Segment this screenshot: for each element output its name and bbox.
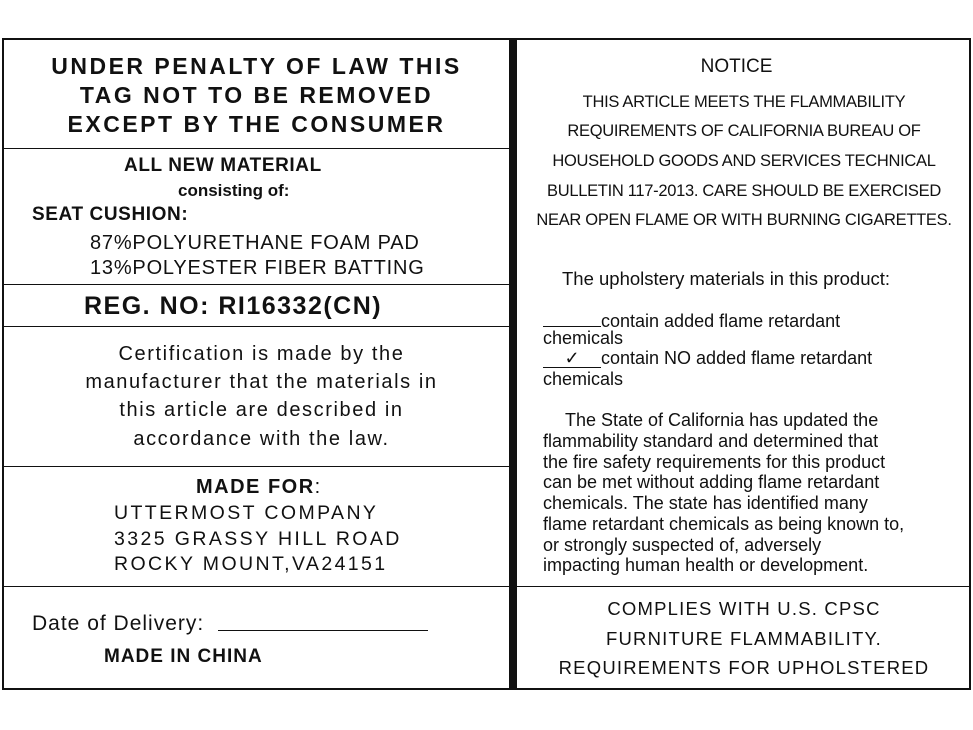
made-for-label: MADE FOR bbox=[196, 476, 315, 498]
made-in-label: MADE IN CHINA bbox=[104, 646, 263, 667]
material-heading: ALL NEW MATERIAL bbox=[124, 155, 322, 176]
certification-line: this article are described in bbox=[119, 399, 404, 421]
made-for-colon: : bbox=[314, 476, 321, 498]
upholstery-heading: The upholstery materials in this product: bbox=[562, 268, 891, 289]
complies-line: FURNITURE FLAMMABILITY. bbox=[605, 628, 882, 649]
date-of-delivery-label: Date of Delivery: bbox=[32, 612, 205, 635]
complies-line: COMPLIES WITH U.S. CPSC bbox=[607, 598, 881, 619]
notice-line: BULLETIN 117-2013. CARE SHOULD BE EXERCISED bbox=[547, 182, 941, 200]
state-line: The State of California has updated the bbox=[565, 410, 879, 430]
date-of-delivery-blank bbox=[218, 630, 428, 631]
certification-line: manufacturer that the materials in bbox=[85, 371, 438, 393]
warning-line: EXCEPT BY THE CONSUMER bbox=[67, 111, 446, 137]
notice-line: HOUSEHOLD GOODS AND SERVICES TECHNICAL bbox=[552, 152, 936, 170]
state-line: the fire safety requirements for this product bbox=[543, 452, 886, 472]
state-line: flammability standard and determined that bbox=[543, 431, 879, 451]
warning-line: UNDER PENALTY OF LAW THIS bbox=[51, 53, 462, 79]
complies-line: REQUIREMENTS FOR UPHOLSTERED bbox=[558, 657, 930, 678]
divider-line bbox=[4, 586, 509, 587]
content-line: 13%POLYESTER FIBER BATTING bbox=[90, 257, 425, 279]
divider-line bbox=[4, 466, 509, 467]
seat-cushion-label: SEAT CUSHION: bbox=[32, 204, 189, 225]
state-line: can be met without adding flame retardant bbox=[543, 472, 880, 492]
state-line: impacting human health or development. bbox=[543, 555, 869, 575]
divider-line bbox=[4, 326, 509, 327]
company-line: 3325 GRASSY HILL ROAD bbox=[114, 528, 402, 550]
divider-line bbox=[4, 284, 509, 285]
notice-line: NEAR OPEN FLAME OR WITH BURNING CIGARETTES. bbox=[536, 211, 952, 229]
option-none-cont: chemicals bbox=[543, 369, 624, 389]
checkbox-blank bbox=[543, 308, 601, 327]
state-line: flame retardant chemicals as being known to, bbox=[543, 514, 905, 534]
option-added-cont: chemicals bbox=[543, 328, 624, 348]
check-mark-icon: ✓ bbox=[543, 349, 601, 368]
reg-number: REG. NO: RI16332(CN) bbox=[84, 292, 383, 320]
company-line: ROCKY MOUNT,VA24151 bbox=[114, 553, 388, 575]
content-line: 87%POLYURETHANE FOAM PAD bbox=[90, 232, 420, 254]
notice-line: REQUIREMENTS OF CALIFORNIA BUREAU OF bbox=[567, 122, 921, 140]
notice-line: THIS ARTICLE MEETS THE FLAMMABILITY bbox=[582, 93, 906, 111]
certification-line: Certification is made by the bbox=[118, 343, 405, 365]
certification-line: accordance with the law. bbox=[133, 428, 390, 450]
option-none bbox=[543, 348, 872, 369]
state-line: or strongly suspected of, adversely bbox=[543, 535, 822, 555]
option-none-label: contain NO added flame retardant bbox=[601, 348, 873, 368]
state-line: chemicals. The state has identified many bbox=[543, 493, 868, 513]
notice-title: NOTICE bbox=[700, 56, 773, 77]
divider-line bbox=[517, 586, 969, 587]
warning-line: TAG NOT TO BE REMOVED bbox=[79, 82, 434, 108]
consisting-of-label: consisting of: bbox=[178, 181, 290, 200]
divider-line bbox=[4, 148, 509, 149]
made-for-heading bbox=[196, 476, 320, 499]
company-line: UTTERMOST COMPANY bbox=[114, 502, 379, 524]
option-added-label: contain added flame retardant bbox=[601, 311, 841, 331]
